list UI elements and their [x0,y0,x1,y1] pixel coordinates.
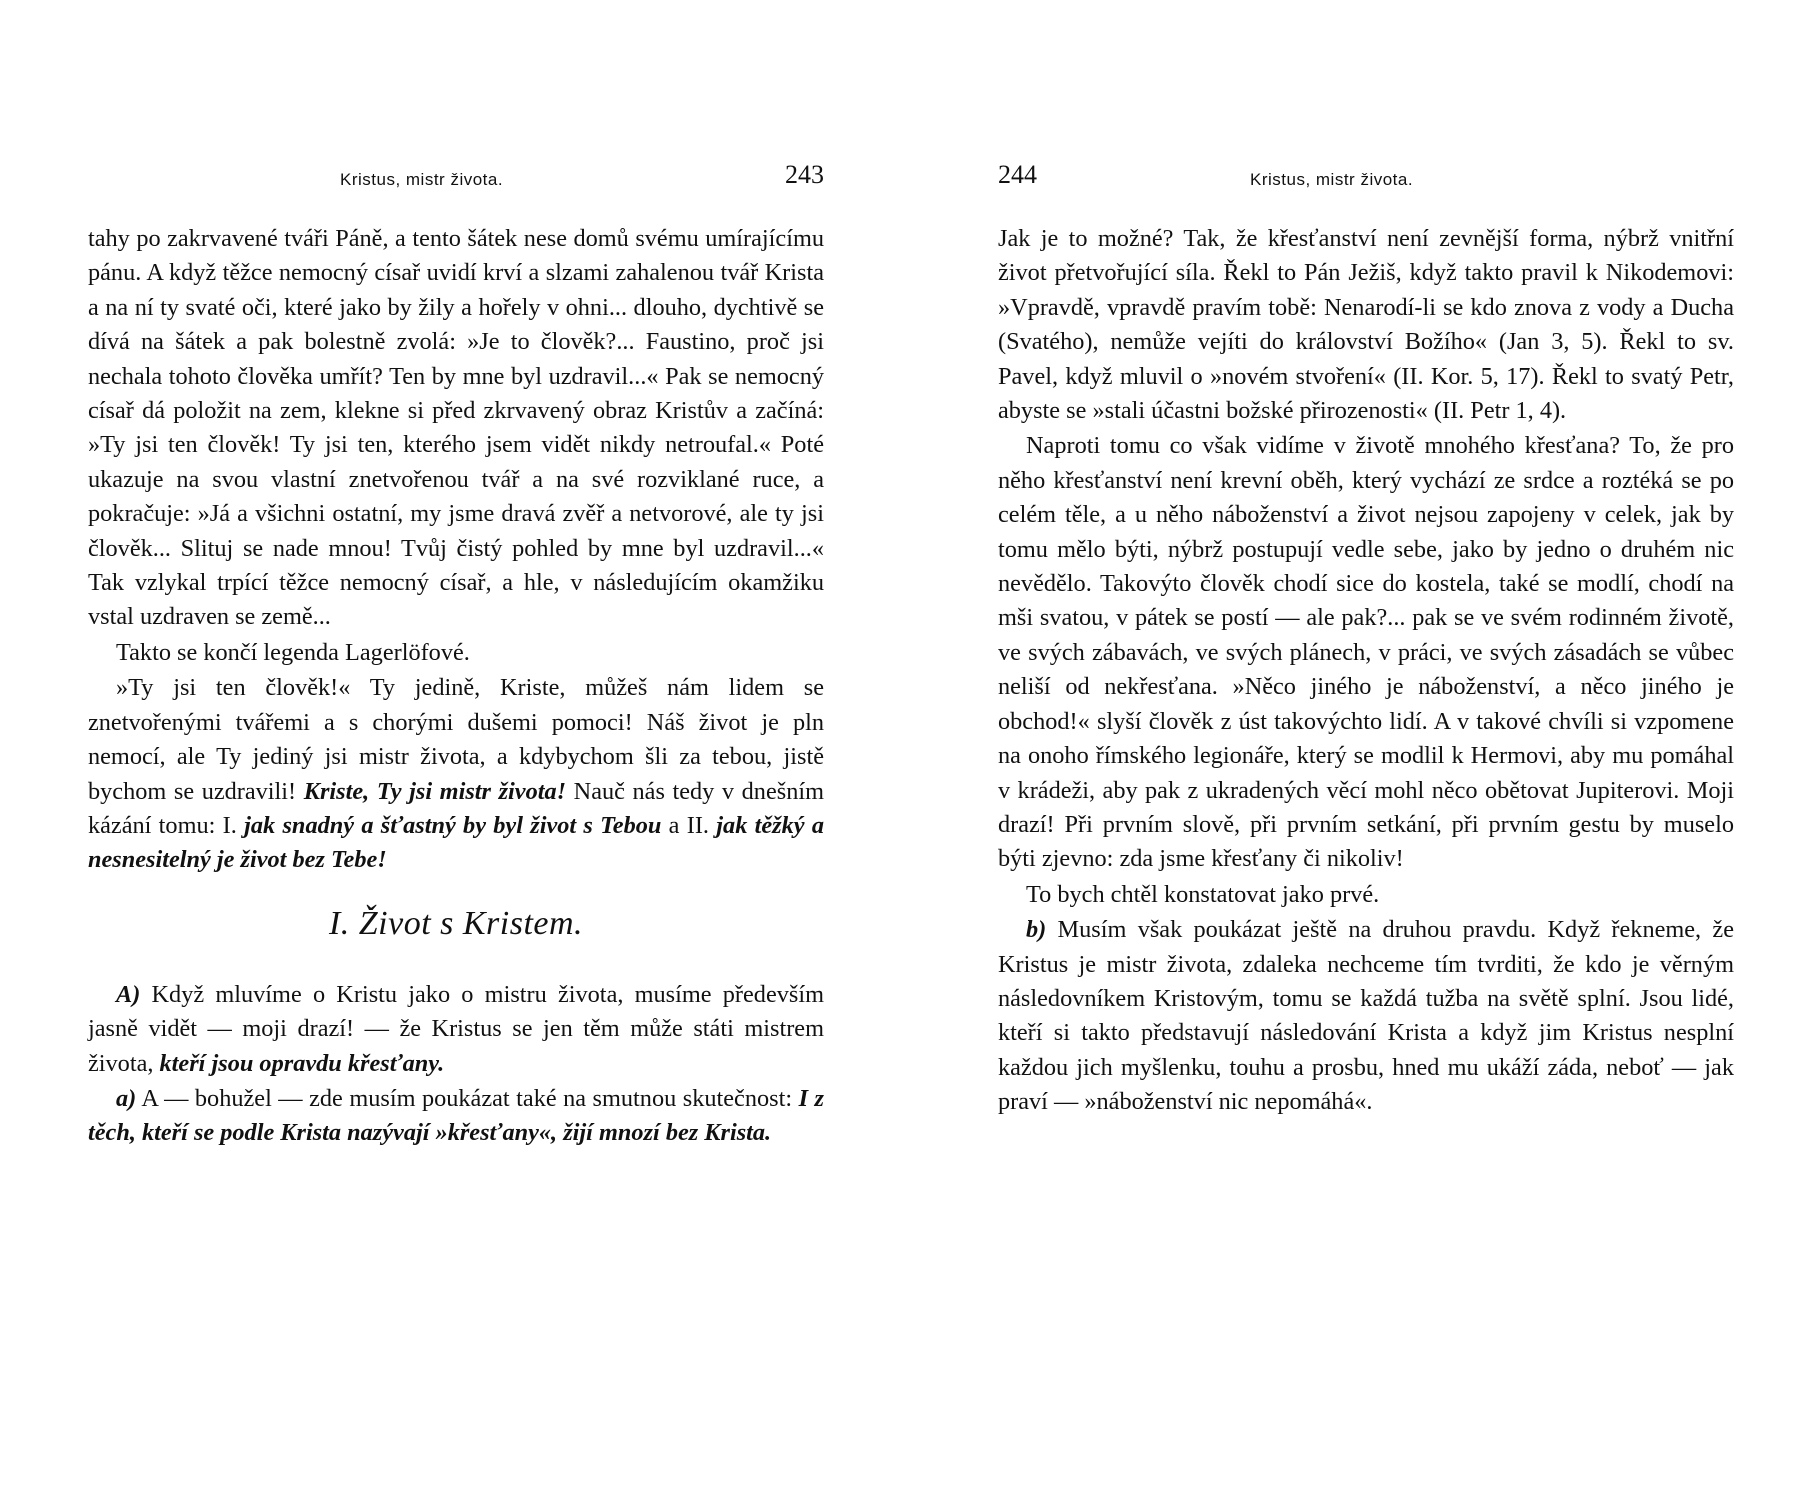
text-run: Když mluvíme o Kristu jako o mistru života, musíme především jasně vidět — moji drazí! — že Kristus se jen těm může státi mistrem života, [88,980,824,1077]
paragraph: Jak je to možné? Tak, že křesťanství není zevnější forma, nýbrž vnitřní život přetvořující síla. Řekl to Pán Ježiš, když takto pravil k Nikodemovi: »Vpravdě, vpravdě pravím tobě: Nenarodí-li se kdo znova z vody a Ducha (Svatého), nemůže vejíti do království Božího« (Jan 3, 5). Řekl to sv. Pavel, když mluvil o »novém stvoření« (II. Kor. 5, 17). Řekl to svatý Petr, abyste se »stali účastni božské přirozenosti« (II. Petr 1, 4). [998,225,1734,425]
enumeration-label: b) [1026,916,1047,944]
left-page [88,0,824,1500]
paragraph: To bych chtěl konstatovat jako prvé. [1026,880,1380,908]
emphasis: Kriste, Ty jsi mistr života! [303,777,567,805]
running-head-title: Kristus, mistr života. [1250,170,1414,189]
section-heading: I. Život s Kristem. [328,904,584,942]
paragraph: Naproti tomu co však vidíme v životě mnohého křesťana? To, že pro něho křesťanství není krevní oběh, který vychází ze srdce a roztéká se po celém těle, a u něho náboženství a život nejsou zapojeny v celek, jak by tomu mělo býti, nýbrž postupují vedle sebe, jako by jedno o druhém nic nevědělo. Takovýto člověk chodí sice do kostela, také se modlí, chodí na mši svatou, v pátek se postí — ale pak?... pak se ve svém rodinném životě, ve svých zábavách, ve svých plánech, v práci, ve svých zásadách se vůbec neliší od nekřesťana. »Něco jiného je náboženství, a něco jiného je obchod!« slyší člověk z úst takovýchto lidí. A v takové chvíli si vzpomene na onoho římského legionáře, který se modlil k Hermovi, aby mu pomáhal v krádeži, aby pak z ukradených věcí mohl něco obětovat Jupiterovi. Moji drazí! Při prvním slově, při prvním setkání, při prvním gestu by muselo býti zjevno: zda jsme křesťany či nikoliv! [998,432,1734,873]
text-run: a II. [668,811,709,839]
page-number: 243 [785,160,824,189]
paragraph [88,1082,824,1151]
text-run: Nauč nás tedy v dnešním kázání tomu: I. [88,777,824,839]
emphasis: jak snadný a šťastný by byl život s Tebou [244,811,662,839]
paragraph: Takto se končí legenda Lagerlöfové. [116,638,470,666]
paragraph [998,913,1734,1119]
page-body [88,222,824,1151]
page-number: 244 [998,160,1037,189]
text-run: »Ty jsi ten člověk!« Ty jedině, Kriste, můžeš nám lidem se znetvořenými tvářemi a s chorými dušemi pomoci! Náš život je pln nemocí, ale Ty jediný jsi mistr života, a kdybychom šli za tebou, jistě bychom se uzdravili! [88,674,824,805]
text-run: Musím však poukázat ještě na druhou pravdu. Když řekneme, že Kristus je mistr života, zdaleka nechceme tím tvrditi, že kdo je věrným následovníkem Kristovým, tomu se každá tužba na světě splní. Jsou lidé, kteří si takto představují následování Krista a když jim Kristus nesplní každou jich myšlenku, touhu a prosbu, hned mu ukáží záda, neboť — jak praví — »náboženství nic nepomáhá«. [998,916,1734,1116]
running-head-title: Kristus, mistr života. [340,170,504,189]
enumeration-label: a) [116,1084,137,1112]
right-page [998,0,1734,1500]
paragraph [88,978,824,1081]
emphasis: kteří jsou opravdu křesťany. [159,1049,445,1077]
text-run: A — bohužel — zde musím poukázat také na smutnou skutečnost: [141,1084,793,1112]
emphasis: jak těžký a nesnesitelný je život bez Tebe! [88,811,824,874]
running-head [88,160,824,200]
paragraph [88,671,824,877]
paragraph: tahy po zakrvavené tváři Páně, a tento šátek nese domů svému umírajícímu pánu. A když těžce nemocný císař uvidí krví a slzami zahalenou tvář Krista a na ní ty svaté oči, které jako by žily a hořely v ohni... dlouho, dychtivě se dívá na šátek a pak bolestně zvolá: »Je to člověk?... Faustino, proč jsi nechala tohoto člověka umřít? Ten by mne byl uzdravil...« Pak se nemocný císař dá položit na zem, klekne si před zkrvavený obraz Kristův a začíná: »Ty jsi ten člověk! Ty jsi ten, kterého jsem vidět nikdy netroufal.« Poté ukazuje na svou vlastní znetvořenou tvář a na své rozviklané ruce, a pokračuje: »Já a všichni ostatní, my jsme dravá zvěř a netvorové, ale ty jsi člověk... Slituj se nade mnou! Tvůj čistý pohled by mne byl uzdravil...« Tak vzlykal trpící těžce nemocný císař, a hle, v následujícím okamžiku vstal uzdraven se země... [88,225,824,631]
page-body [998,222,1734,1120]
emphasis: I z těch, kteří se podle Krista nazývají »křesťany«, žijí mnozí bez Krista. [88,1084,824,1147]
enumeration-label: A) [116,980,141,1008]
running-head [998,160,1734,200]
